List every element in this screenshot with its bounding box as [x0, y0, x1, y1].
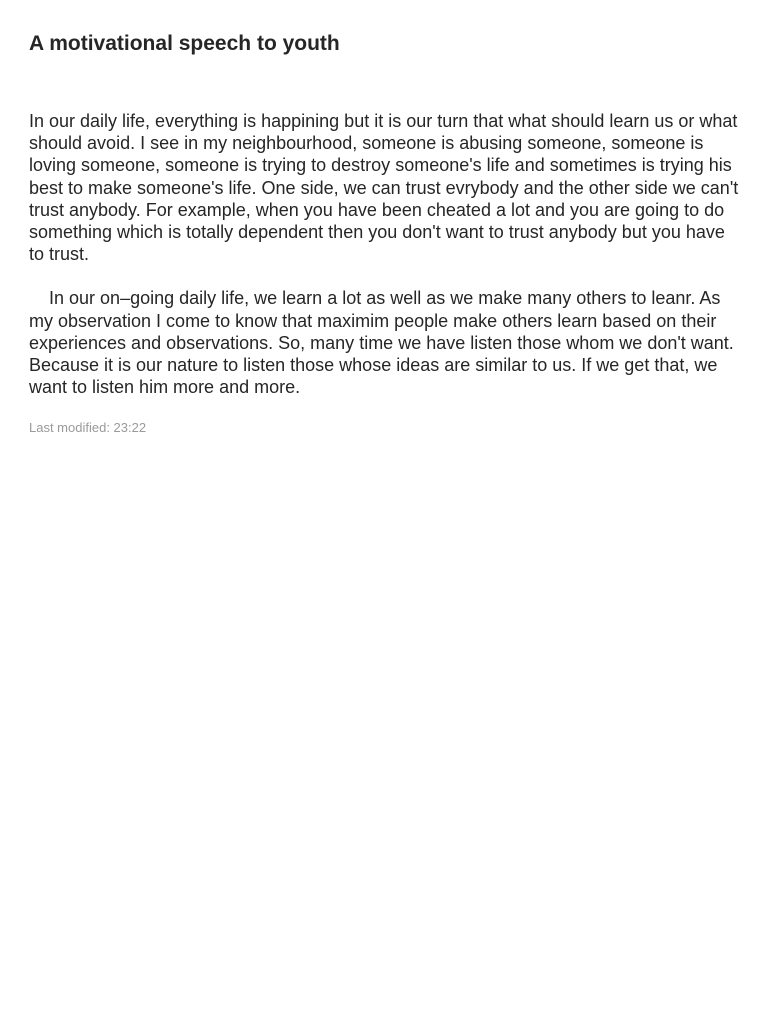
note-title: A motivational speech to youth — [29, 32, 340, 55]
note-body[interactable] — [29, 110, 744, 398]
note-container — [29, 0, 744, 436]
note-paragraph-2: In our on–going daily life, we learn a lot as well as we make many others to leanr. As my observation I come to know that maximim people make others learn based on their experiences and observations. So, many time we have listen those whom we don't want. Because it is our nature to listen those whose ideas are similar to us. If we get that, we want to listen him more and more. — [29, 288, 739, 398]
note-paragraph-1: In our daily life, everything is happining but it is our turn that what should learn us or what should avoid. I see in my neighbourhood, someone is abusing someone, someone is loving someone, someone is trying to destroy someone's life and sometimes is trying his best to make someone's life. One side, we can trust evrybody and the other side we can't trust anybody. For example, when you have been cheated a lot and you are going to do something which is totally dependent then you don't want to trust anybody but you have to trust. — [29, 111, 744, 265]
last-modified-label: Last modified: 23:22 — [29, 420, 147, 436]
